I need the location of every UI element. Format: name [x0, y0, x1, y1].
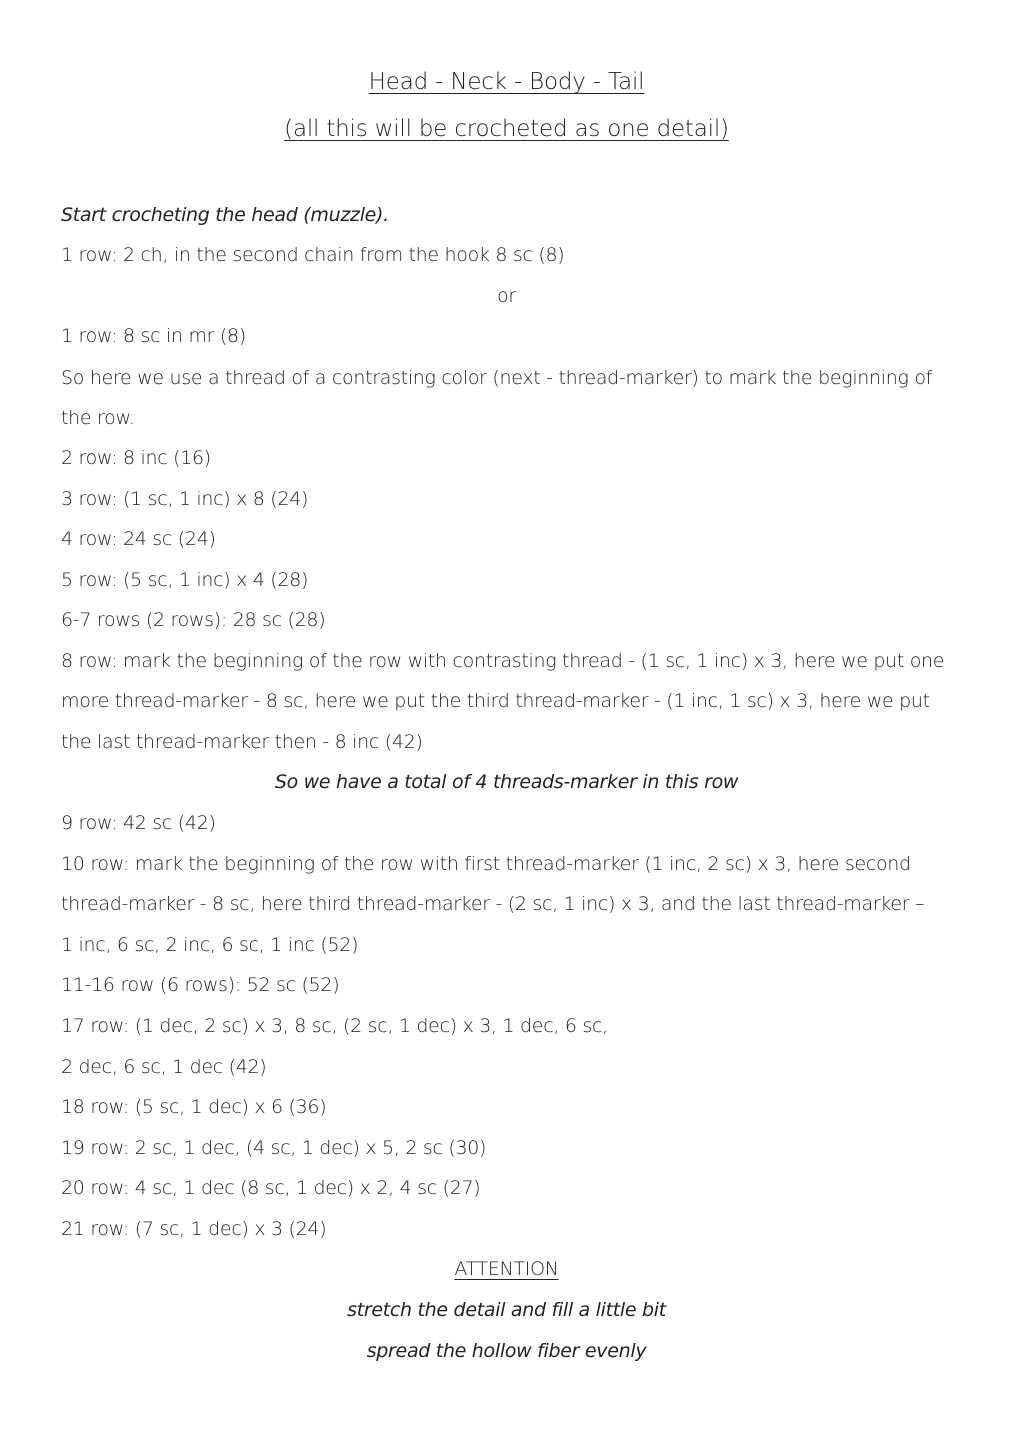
row-8-line-1: 8 row: mark the beginning of the row with contrasting thread - (1 sc, 1 inc) x 3, here we put one: [61, 650, 945, 672]
row-2: 2 row: 8 inc (16): [61, 447, 211, 469]
row-4: 4 row: 24 sc (24): [61, 528, 216, 550]
marker-note-line-2: the row.: [61, 407, 135, 429]
section-subtitle: (all this will be crocheted as one detail): [284, 116, 729, 142]
row-9: 9 row: 42 sc (42): [61, 812, 216, 834]
row-8-note: So we have a total of 4 threads-marker in this row: [274, 771, 739, 793]
row-1-option-a: 1 row: 2 ch, in the second chain from the hook 8 sc (8): [61, 244, 565, 266]
row-10-line-1: 10 row: mark the beginning of the row with first thread-marker (1 inc, 2 sc) x 3, here second: [61, 853, 911, 875]
row-10-line-2: thread-marker - 8 sc, here third thread-marker - (2 sc, 1 inc) x 3, and the last thread-marker –: [61, 893, 925, 915]
attention-line-2: spread the hollow fiber evenly: [366, 1340, 647, 1362]
row-17-line-1: 17 row: (1 dec, 2 sc) x 3, 8 sc, (2 sc, 1 dec) x 3, 1 dec, 6 sc,: [61, 1015, 608, 1037]
rows-6-7: 6-7 rows (2 rows): 28 sc (28): [61, 609, 326, 631]
rows-11-16: 11-16 row (6 rows): 52 sc (52): [61, 974, 340, 996]
row-8-line-3: the last thread-marker then - 8 inc (42): [61, 731, 423, 753]
row-20: 20 row: 4 sc, 1 dec (8 sc, 1 dec) x 2, 4 sc (27): [61, 1177, 481, 1199]
marker-note-line-1: So here we use a thread of a contrasting color (next - thread-marker) to mark the beginning of: [61, 367, 933, 389]
row-17-line-2: 2 dec, 6 sc, 1 dec (42): [61, 1056, 267, 1078]
row-8-line-2: more thread-marker - 8 sc, here we put the third thread-marker - (1 inc, 1 sc) x 3, here we put: [61, 690, 930, 712]
attention-heading: ATTENTION: [454, 1258, 559, 1280]
attention-line-1: stretch the detail and fill a little bit: [347, 1299, 666, 1321]
row-19: 19 row: 2 sc, 1 dec, (4 sc, 1 dec) x 5, 2 sc (30): [61, 1137, 487, 1159]
row-5: 5 row: (5 sc, 1 inc) x 4 (28): [61, 569, 309, 591]
row-1-option-b: 1 row: 8 sc in mr (8): [61, 325, 246, 347]
row-3: 3 row: (1 sc, 1 inc) x 8 (24): [61, 488, 309, 510]
row-18: 18 row: (5 sc, 1 dec) x 6 (36): [61, 1096, 327, 1118]
intro-text: Start crocheting the head (muzzle).: [61, 204, 389, 226]
row-10-line-3: 1 inc, 6 sc, 2 inc, 6 sc, 1 inc (52): [61, 934, 359, 956]
row-21: 21 row: (7 sc, 1 dec) x 3 (24): [61, 1218, 327, 1240]
section-title: Head - Neck - Body - Tail: [368, 69, 645, 95]
or-separator: or: [497, 285, 516, 307]
